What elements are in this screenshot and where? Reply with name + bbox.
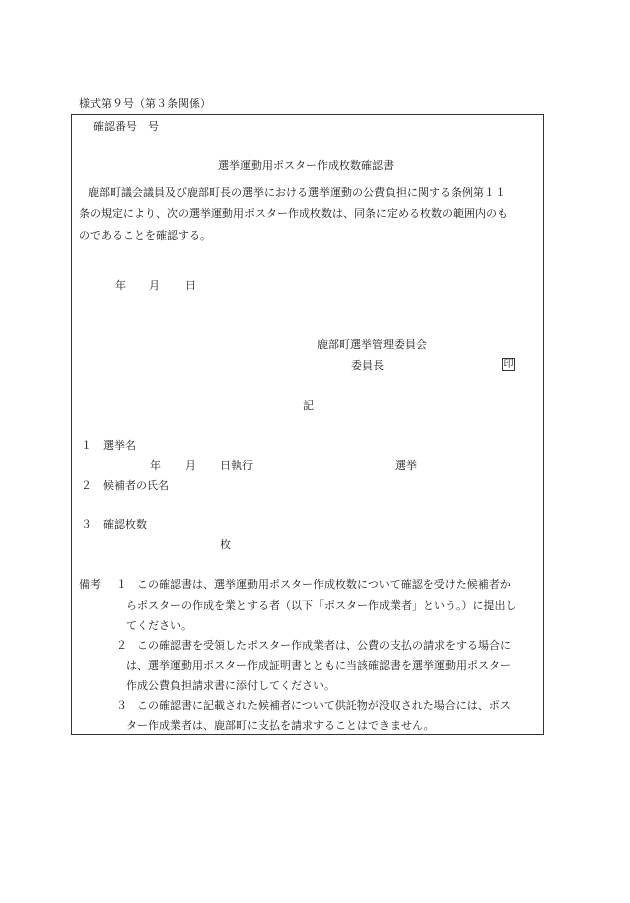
remark-3-number: ３ (116, 699, 127, 712)
intro-line-3: のであることを確認する。 (79, 229, 211, 242)
item-2-label: 候補者の氏名 (103, 479, 169, 492)
confirm-number: 確認番号 号 (93, 120, 159, 133)
date-month: 月 (149, 279, 160, 292)
document-title: 選挙運動用ポスター作成枚数確認書 (218, 159, 394, 172)
remark-3-line-1: この確認書に記載された候補者について供託物が没収された場合には、ポス (137, 699, 511, 712)
remark-1-number: １ (116, 578, 127, 591)
date-day: 日 (185, 279, 196, 292)
remark-2-line-3: 作成公費負担請求書に添付してください。 (126, 679, 335, 692)
committee-name: 鹿部町選挙管理委員会 (317, 338, 427, 351)
intro-line-2: 条の規定により、次の選挙運動用ポスター作成枚数は、同条に定める枚数の範囲内のも (79, 207, 508, 220)
item-1-day-executed: 日執行 (220, 459, 253, 472)
intro-line-1: 鹿部町議会議員及び鹿部町長の選挙における選挙運動の公費負担に関する条例第１１ (88, 186, 506, 199)
item-2-number: ２ (81, 479, 92, 492)
item-3-number: ３ (81, 518, 92, 531)
item-1-year: 年 (150, 459, 161, 472)
remark-1-line-3: てください。 (126, 619, 192, 632)
item-3-unit: 枚 (220, 538, 231, 551)
seal-mark: 印 (503, 359, 514, 370)
remark-2-number: ２ (116, 639, 127, 652)
item-1-election: 選挙 (395, 459, 417, 472)
chairman-label: 委員長 (351, 359, 384, 372)
form-label: 様式第９号（第３条関係） (79, 97, 211, 110)
item-1-month: 月 (185, 459, 196, 472)
item-3-label: 確認枚数 (103, 518, 147, 531)
remarks-heading: 備考 (79, 578, 101, 591)
item-1-label: 選挙名 (103, 439, 136, 452)
remark-2-line-1: この確認書を受領したポスター作成業者は、公費の支払の請求をする場合に (137, 639, 511, 652)
ki-heading: 記 (303, 399, 314, 412)
date-year: 年 (115, 279, 126, 292)
item-1-number: １ (81, 439, 92, 452)
remark-2-line-2: は、選挙運動用ポスター作成証明書とともに当該確認書を選挙運動用ポスター (126, 659, 511, 672)
remark-3-line-2: ター作成業者は、鹿部町に支払を請求することはできません。 (126, 719, 435, 732)
remark-1-line-2: らポスターの作成を業とする者（以下「ポスター作成業者」という。）に提出し (126, 599, 517, 612)
remark-1-line-1: この確認書は、選挙運動用ポスター作成枚数について確認を受けた候補者か (137, 578, 511, 591)
